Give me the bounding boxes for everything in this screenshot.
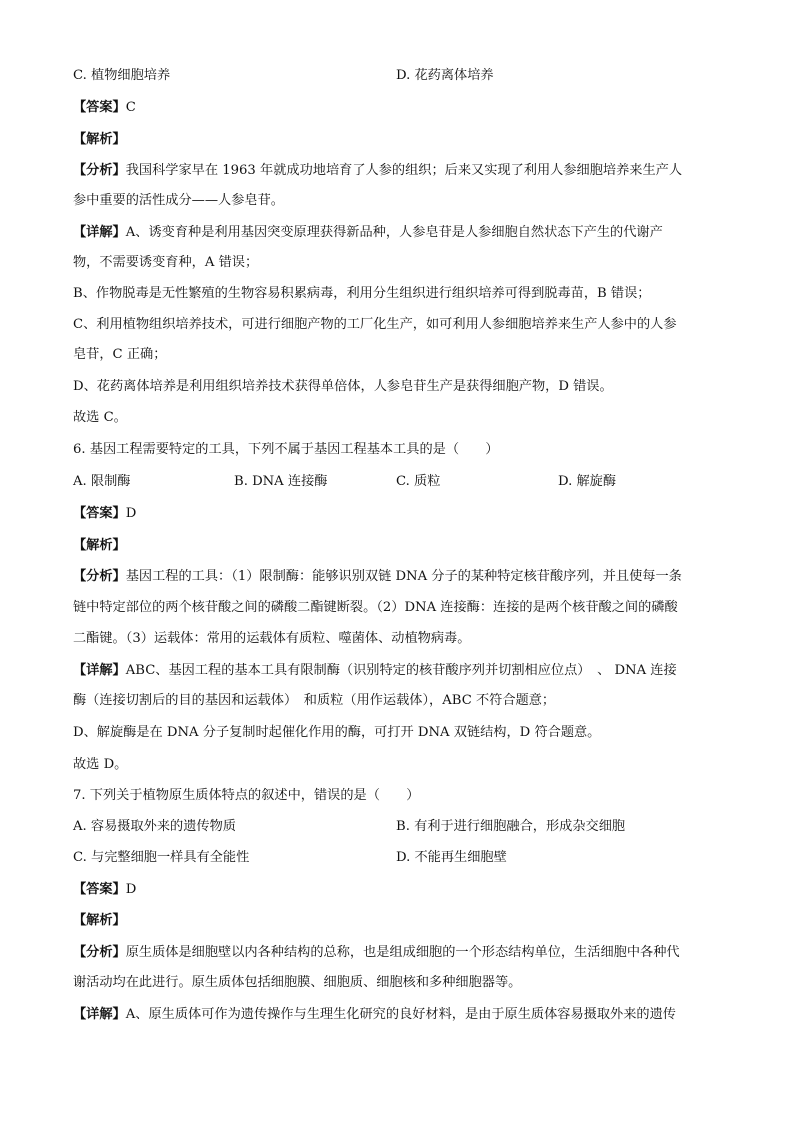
q5-xiangjie-line-6: D、花药离体培养是利用组织培养技术获得单倍体，人参皂苷生产是获得细胞产物，D 错误。: [73, 379, 613, 394]
q6-xiangjie-line-2: 酶（连接切割后的目的基因和运载体） 和质粒（用作运载体），ABC 不符合题意；: [73, 693, 556, 708]
q6-option-c: C. 质粒: [396, 474, 441, 489]
q7-fenxi-line-2: 谢活动均在此进行。原生质体包括细胞膜、细胞质、细胞核和多种细胞器等。: [73, 975, 522, 990]
answer-tag: 【答案】: [73, 882, 126, 897]
q6-fenxi-line-1: [73, 567, 725, 587]
q7-option-a: A. 容易摄取外来的遗传物质: [73, 819, 236, 834]
xiangjie-text: A、诱变育种是利用基因突变原理获得新品种，人参皂苷是人参细胞自然状态下产生的代谢产: [125, 225, 663, 240]
xiangjie-text: ABC、基因工程的基本工具有限制酶（识别特定的核苷酸序列并切割相应位点） 、 DNA 连接: [125, 663, 677, 678]
q7-option-d: D. 不能再生细胞壁: [396, 850, 507, 865]
q7-option-c: C. 与完整细胞一样具有全能性: [73, 850, 250, 865]
q6-fenxi-line-2: 链中特定部位的两个核苷酸之间的磷酸二酯键断裂。（2）DNA 连接酶：连接的是两个核苷酸之间的磷酸: [73, 600, 678, 615]
fenxi-text: 原生质体是细胞壁以内各种结构的总称，也是组成细胞的一个形态结构单位，生活细胞中各种代: [125, 945, 680, 960]
q7-stem: 7. 下列关于植物原生质体特点的叙述中，错误的是（ ）: [73, 788, 420, 803]
analysis-tag: 【解析】: [73, 538, 126, 553]
answer-tag: 【答案】: [73, 506, 126, 521]
q5-fenxi-line-1: [73, 161, 725, 181]
q7-option-b: B. 有利于进行细胞融合，形成杂交细胞: [396, 819, 626, 834]
q6-fenxi-line-3: 二酯键。（3）运载体：常用的运载体有质粒、噬菌体、动植物病毒。: [73, 631, 471, 646]
q6-option-a: A. 限制酶: [73, 474, 131, 489]
fenxi-tag: 【分析】: [73, 163, 126, 178]
q6-answer: [73, 504, 725, 524]
q5-answer: [73, 98, 725, 118]
q5-fenxi-line-2: 参中重要的活性成分——人参皂苷。: [73, 193, 284, 208]
fenxi-text: 我国科学家早在 1963 年就成功地培育了人参的组织；后来又实现了利用人参细胞培养来生产人: [125, 163, 683, 178]
q7-fenxi-line-1: [73, 943, 725, 963]
q6-option-d: D. 解旋酶: [558, 474, 617, 489]
q5-xiangjie-line-4: C、利用植物组织培养技术，可进行细胞产物的工厂化生产，如可利用人参细胞培养来生产人参中的人参: [73, 317, 677, 332]
q7-answer: [73, 880, 725, 900]
xiangjie-tag: 【详解】: [73, 1007, 126, 1022]
answer-value: D: [125, 882, 137, 897]
answer-tag: 【答案】: [73, 100, 126, 115]
q5-xiangjie-line-5: 皂苷，C 正确；: [73, 347, 167, 362]
fenxi-tag: 【分析】: [73, 569, 126, 584]
q7-xiangjie-line-1: [73, 1005, 725, 1025]
q6-stem: 6. 基因工程需要特定的工具，下列不属于基因工程基本工具的是（ ）: [73, 442, 499, 457]
answer-value: D: [125, 506, 137, 521]
q5-conclusion: 故选 C。: [73, 410, 127, 425]
analysis-tag: 【解析】: [73, 913, 126, 928]
q7-analysis-heading: [73, 911, 725, 931]
answer-value: C: [125, 100, 136, 115]
q6-conclusion: 故选 D。: [73, 757, 128, 772]
q6-xiangjie-line-3: D、解旋酶是在 DNA 分子复制时起催化作用的酶，可打开 DNA 双链结构，D 符合题意。: [73, 725, 601, 740]
q5-option-d: D. 花药离体培养: [396, 68, 494, 83]
q5-xiangjie-line-3: B、作物脱毒是无性繁殖的生物容易积累病毒，利用分生组织进行组织培养可得到脱毒苗，B 错误；: [73, 286, 651, 301]
xiangjie-text: A、原生质体可作为遗传操作与生理生化研究的良好材料，是由于原生质体容易摄取外来的遗传: [125, 1007, 676, 1022]
q6-option-b: B. DNA 连接酶: [234, 474, 328, 489]
q5-option-c: C. 植物细胞培养: [73, 68, 171, 83]
q5-xiangjie-line-1: [73, 223, 725, 243]
xiangjie-tag: 【详解】: [73, 225, 126, 240]
q6-xiangjie-line-1: [73, 661, 725, 681]
fenxi-text: 基因工程的工具：（1）限制酶：能够识别双链 DNA 分子的某种特定核苷酸序列，并且使每一条: [125, 569, 682, 584]
q5-analysis-heading: [73, 130, 725, 150]
q5-xiangjie-line-2: 物，不需要诱变育种，A 错误；: [73, 255, 259, 270]
xiangjie-tag: 【详解】: [73, 663, 126, 678]
analysis-tag: 【解析】: [73, 132, 126, 147]
q6-analysis-heading: [73, 536, 725, 556]
fenxi-tag: 【分析】: [73, 945, 126, 960]
